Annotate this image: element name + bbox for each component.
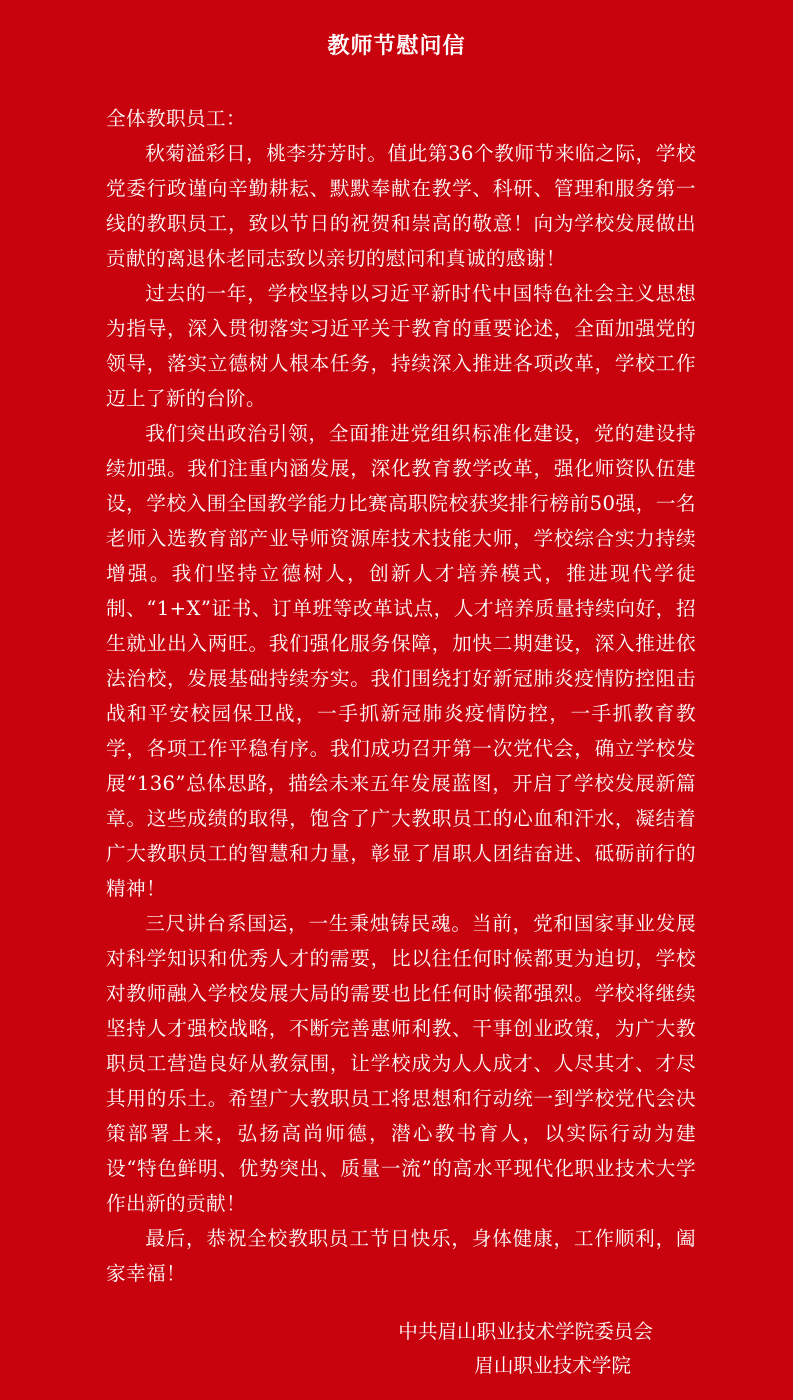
signature-party-committee: 中共眉山职业技术学院委员会 xyxy=(398,1320,653,1343)
letter-paragraph-greeting: 秋菊溢彩日，桃李芬芳时。值此第36个教师节来临之际，学校党委行政谨向辛勤耕耘、默默奉献在教学、科研、管理和服务第一线的教职员工，致以节日的祝贺和崇高的敬意！向为学校发展做出贡献的离退休老同志致以亲切的慰问和真诚的感谢！ xyxy=(106,142,696,270)
letter-salutation: 全体教职员工： xyxy=(106,107,246,130)
letter-signature xyxy=(333,1315,653,1383)
letter-title: 教师节慰问信 xyxy=(327,34,466,59)
letter-paragraph-outlook: 三尺讲台系国运，一生秉烛铸民魂。当前，党和国家事业发展对科学知识和优秀人才的需要，比以往任何时候都更为迫切，学校对教师融入学校发展大局的需要也比任何时候都强烈。学校将继续坚持人才强校战略，不断完善惠师利教、干事创业政策，为广大教职员工营造良好从教氛围，让学校成为人人成才、人尽其才、才尽其用的乐土。希望广大教职员工将思想和行动统一到学校党代会决策部署上来，弘扬高尚师德，潜心教书育人，以实际行动为建设“特色鲜明、优势突出、质量一流”的高水平现代化职业技术大学作出新的贡献！ xyxy=(106,912,696,1215)
letter-paragraph-review: 过去的一年，学校坚持以习近平新时代中国特色社会主义思想为指导，深入贯彻落实习近平关于教育的重要论述，全面加强党的领导，落实立德树人根本任务，持续深入推进各项改革，学校工作迈上了新的台阶。 xyxy=(106,282,696,410)
letter-paragraph-closing: 最后，恭祝全校教职员工节日快乐，身体健康，工作顺利，阖家幸福！ xyxy=(106,1227,696,1285)
signature-college: 眉山职业技术学院 xyxy=(474,1354,631,1377)
letter-paragraph-achievements: 我们突出政治引领，全面推进党组织标准化建设，党的建设持续加强。我们注重内涵发展，深化教育教学改革，强化师资队伍建设，学校入围全国教学能力比赛高职院校获奖排行榜前50强，一名老师入选教育部产业导师资源库技术技能大师，学校综合实力持续增强。我们坚持立德树人，创新人才培养模式，推进现代学徒制、“1+X”证书、订单班等改革试点，人才培养质量持续向好，招生就业出入两旺。我们强化服务保障，加快二期建设，深入推进依法治校，发展基础持续夯实。我们围绕打好新冠肺炎疫情防控阻击战和平安校园保卫战，一手抓新冠肺炎疫情防控，一手抓教育教学，各项工作平稳有序。我们成功召开第一次党代会，确立学校发展“136”总体思路，描绘未来五年发展蓝图，开启了学校发展新篇章。这些成绩的取得，饱含了广大教职员工的心血和汗水，凝结着广大教职员工的智慧和力量，彰显了眉职人团结奋进、砥砺前行的精神！ xyxy=(106,422,696,900)
letter-body xyxy=(106,101,696,1291)
